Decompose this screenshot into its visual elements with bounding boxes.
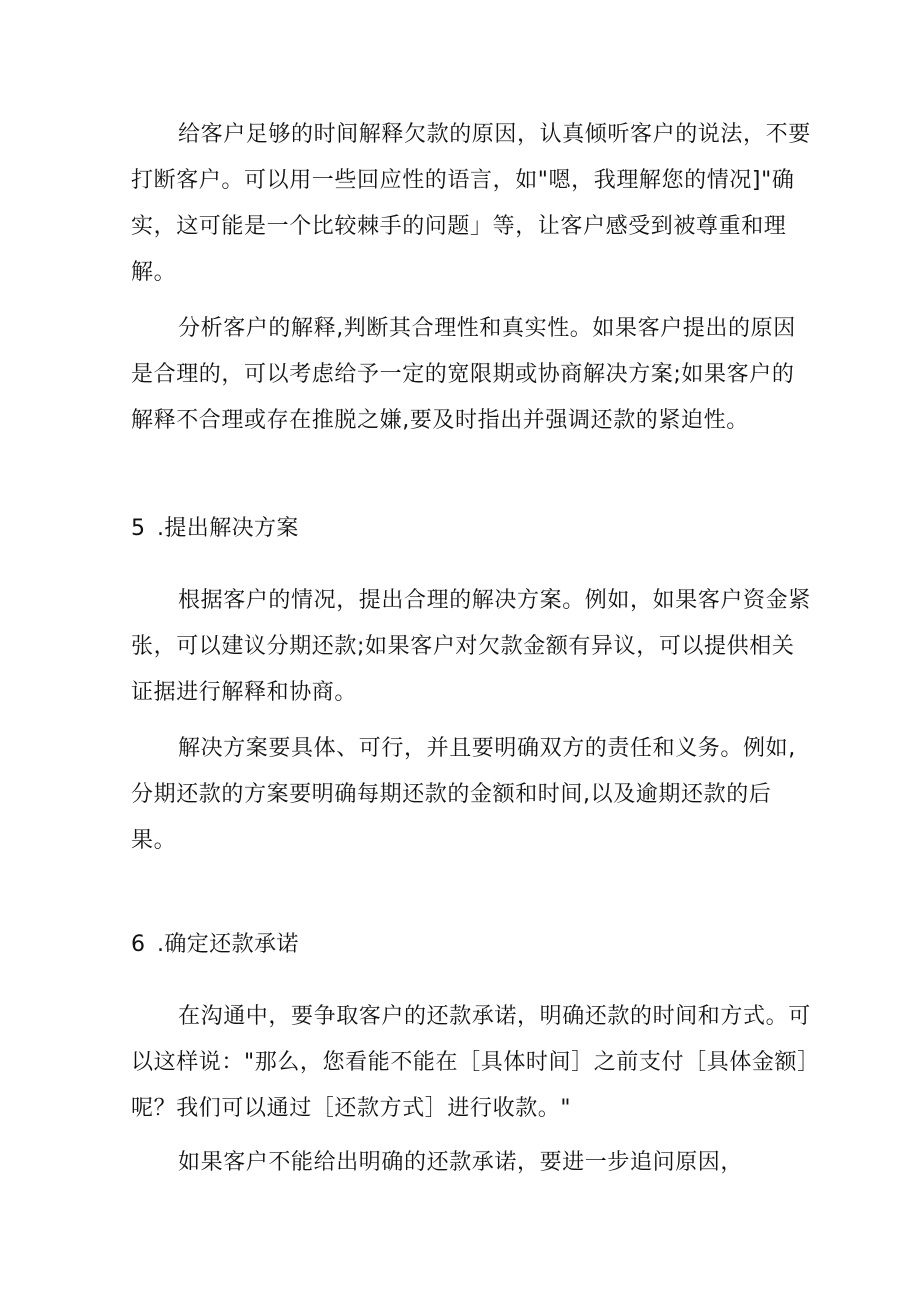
paragraph-solution-specific: 解决方案要具体、可行，并且要明确双方的责任和义务。例如,分期还款的方案要明确每期还款的金额和时间,以及逾期还款的后果。 — [131, 736, 796, 853]
section-heading-6 — [131, 922, 299, 968]
paragraph-propose-solution: 根据客户的情况，提出合理的解决方案。例如，如果客户资金紧张，可以建议分期还款;如果客户对欠款金额有异议，可以提供相关证据进行解释和协商。 — [131, 588, 811, 705]
section-title: .确定还款承诺 — [157, 932, 299, 957]
paragraph-repayment-promise: 在沟通中，要争取客户的还款承诺，明确还款的时间和方式。可以这样说："那么，您看能不能在［具体时间］之前支付［具体金额］呢？我们可以通过［还款方式］进行收款。" — [131, 1004, 811, 1121]
paragraph-analyze-explanation: 分析客户的解释,判断其合理性和真实性。如果客户提出的原因是合理的，可以考虑给予一定的宽限期或协商解决方案;如果客户的解释不合理或存在推脱之嫌,要及时指出并强调还款的紧迫性。 — [131, 316, 796, 433]
paragraph-listen-to-customer: 给客户足够的时间解释欠款的原因，认真倾听客户的说法，不要打断客户。可以用一些回应性的语言，如"嗯，我理解您的情况]"确实，这可能是一个比较棘手的问题」等，让客户感受到被尊重和理解。 — [131, 122, 811, 285]
section-number: 5 — [131, 516, 146, 541]
section-number: 6 — [131, 932, 146, 957]
paragraph-follow-up: 如果客户不能给出明确的还款承诺，要进一步追问原因， — [178, 1150, 744, 1175]
section-title: .提出解决方案 — [157, 516, 299, 541]
section-heading-5 — [131, 506, 299, 552]
